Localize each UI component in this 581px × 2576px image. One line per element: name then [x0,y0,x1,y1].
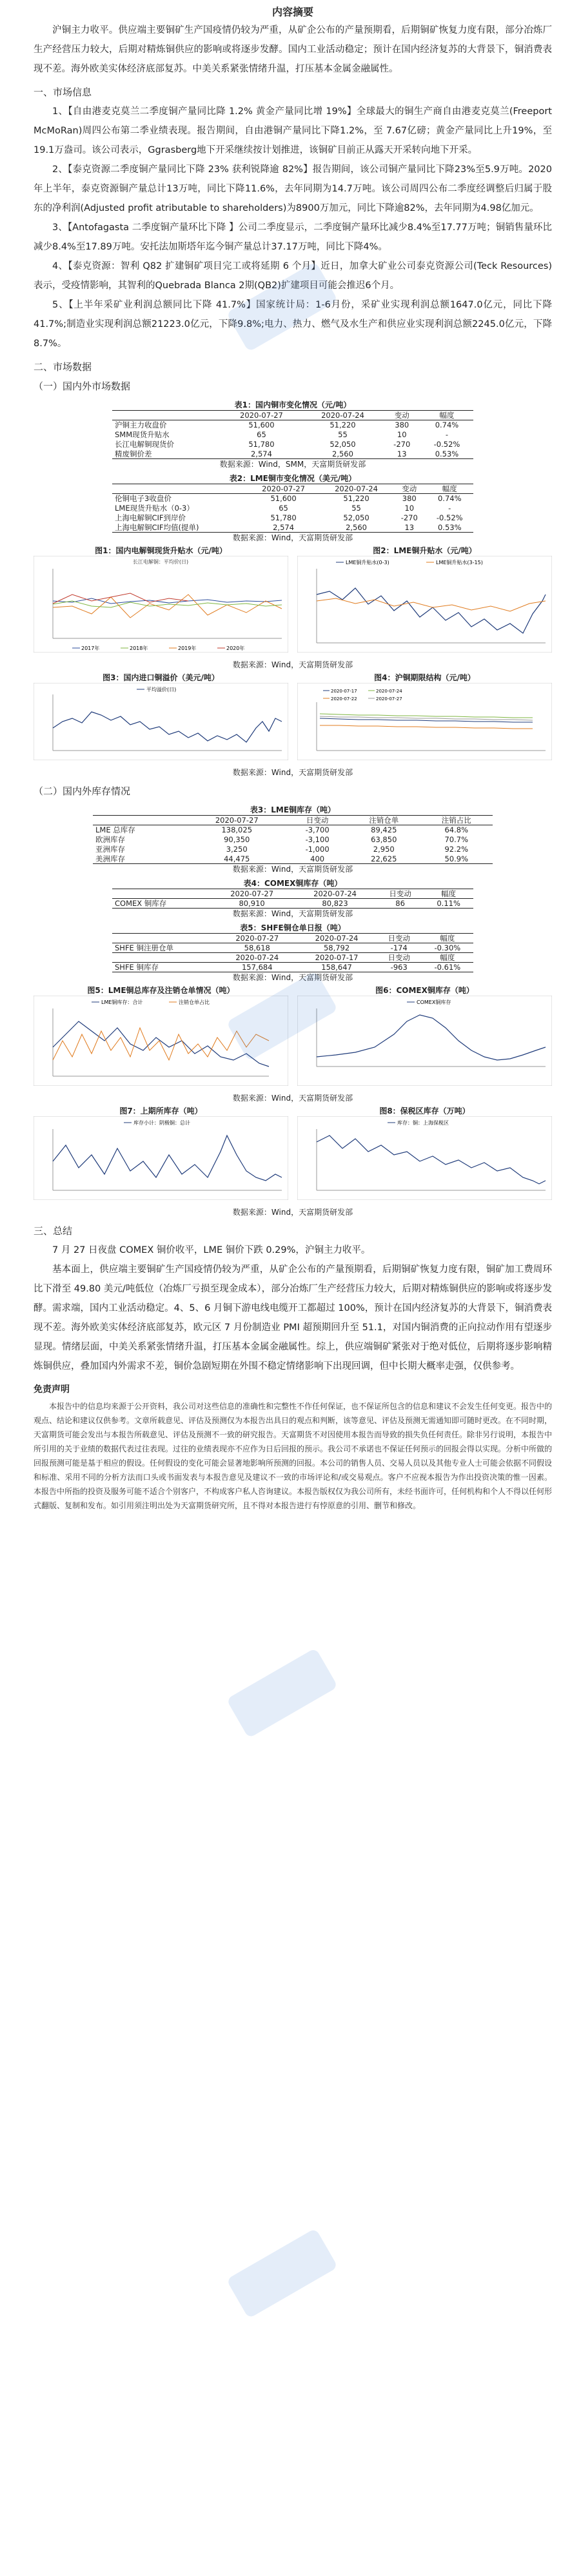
table-header-cell: 幅度 [424,889,473,899]
table-cell: 65 [279,504,288,513]
figure2 [297,546,552,660]
table-cell: SMM现货升贴水 [115,430,170,439]
table2-source: 数据来源：Wind，天富期货研发部 [232,533,353,542]
chart-row-1 [34,546,552,660]
legend-label: 2020年 [226,645,245,651]
news-body: 全球最大的铜生产商自由港麦克莫兰(Freeport McMoRan)周四公布第二季业绩表现。报告期间，自由港铜产量同比下降1.2%，至 7.67亿磅；黄金产量同比上升19%，至19.1万盎司。该公司表示，Ggrasberg地下开采继续按计划推进，该铜矿目前正从露天开采转向地下开采。 [34,106,552,155]
table-cell: LME现货升贴水（0-3） [115,504,194,513]
figure7-title: 图7：上期所库存（吨） [119,1106,202,1116]
subsection-inventory-heading: （二）国内外库存情况 [34,785,131,797]
table-cell: -1,000 [305,845,330,854]
chart-inner-label: 长江电解铜：平均价(日) [132,559,189,565]
table-row [93,845,493,854]
figure2-title: 图2：LME铜升贴水（元/吨） [373,546,477,555]
table-row [112,523,473,533]
table-cell: 10 [397,430,407,439]
figure6 [297,985,552,1093]
table-cell: 58,618 [244,943,270,952]
figure6-title: 图6：COMEX铜库存（吨） [375,986,474,995]
table1 [112,410,473,459]
table-header-row [112,953,473,963]
table-header-cell: 2020-07-24 [297,934,376,943]
table-cell: 138,025 [221,825,253,835]
news-item [34,257,552,295]
table-cell: 13 [384,449,420,459]
table-row [112,504,473,513]
table-cell: 63,850 [371,835,397,844]
section-market-data-heading: 二、市场数据 [34,361,92,373]
table-header-cell [112,411,221,420]
table-header-cell: 2020-07-27 [247,484,320,494]
table-cell: 90,350 [224,835,250,844]
table-cell: 0.53% [420,449,473,459]
news-body: 报告期间，该公司铜产量同比下降23%至5.9万吨。2020年上半年，泰克资源铜产量总计13万吨，同比下降11.6%，去年同期为14.7万吨。该公司周四公布二季度经调整后归属于股东的净利润(Adjusted profit atributable to shareholders)为8900万加元，同比下降逾82%，去年同期为4.98亿加元。 [34,164,552,213]
table-cell: 51,600 [270,494,297,504]
chart-frame [34,683,288,760]
table-cell: 158,647 [297,963,376,972]
table-cell: 55 [351,504,361,513]
conclusion-paragraph: 基本面上，供应端主要铜矿生产国疫情仍较为严重，从矿企公布的产量预期看，后期铜矿恢复力度有限，铜矿加工费周环比下滑至 49.80 美元/吨低位（冶炼厂亏损至现金成本），部分冶炼厂生产经营压力较大，后期对精炼铜供应的影响或将逐步发酵。需求端，国内工业活动稳定。4、5、6 月铜下游电线电缆开工都超过 100%，预计在国内经济复苏的大背景下，铜消费表现不差。海外欧美实体经济底部复苏，欧元区 7 月份制造业 PMI 超预期回升至 51.1，对国内铜消费的正向拉动作用有望逐步显现。情绪层面，中美关系紧张情绪升温，打压基本金属金融属性。综上，供应端铜矿紧张对于绝对低位，后期将逐步影响精炼铜供应，叠加国内外需求不差，铜价急剧短期在外围不稳定情绪影响下出现回调，但中长期大概率走强，仅供参考。 [34,1264,552,1372]
section-summary-heading: 三、总结 [34,1225,73,1237]
table-header-cell: 变动 [384,411,420,420]
chart-row-1-source: 数据来源：Wind，天富期货研发部 [232,660,353,669]
table-header-cell: 2020-07-24 [320,484,393,494]
legend-label: 平均溢价(日) [146,687,177,693]
table-cell: -0.52% [433,440,460,449]
figure7 [34,1106,288,1207]
figure8-chart [297,1116,552,1200]
table-cell: 51,220 [343,494,369,504]
table-cell: 380 [395,420,409,430]
table-row [112,440,473,449]
table-cell: -270 [400,513,418,522]
legend-label: 2020-07-24 [376,689,402,694]
section-market-info-heading: 一、市场信息 [34,86,92,98]
conclusion-paragraph: 7 月 27 日夜盘 COMEX 铜价收平，LME 铜价下跌 0.29%，沪铜主力收平。 [52,1245,371,1255]
table5 [112,933,473,972]
figure3-chart [34,683,288,760]
figure3 [34,673,288,767]
summary-title: 内容摘要 [271,6,313,18]
figure4-title: 图4：沪铜期限结构（元/吨） [374,673,475,682]
table-cell: -963 [377,963,422,972]
news-headline: 5、【上半年采矿业利润总额同比下降 41.7%】 [52,300,257,310]
table-cell: -270 [393,440,411,449]
table-cell: 伦铜电子3收盘价 [115,494,172,504]
table-cell: 2,950 [373,845,395,854]
news-headline: 2、【泰克资源二季度铜产量同比下降 23% 获利锐降逾 82%】 [52,164,313,175]
table-cell: -3,700 [305,825,330,835]
legend-label: LME铜升贴水(0-3) [346,560,389,565]
legend-label: 注销仓单占比 [179,999,210,1005]
chart-legend [124,1119,190,1126]
table-cell: 欧洲库存 [95,835,125,844]
table-cell: 3,250 [226,845,248,854]
legend-label: LME铜库存：合计 [101,999,143,1005]
figure8-title: 图8：保税区库存（万吨） [379,1106,470,1116]
summary-paragraph: 沪铜主力收平。供应端主要铜矿生产国疫情仍较为严重，从矿企公布的产量预期看，后期铜矿恢复力度有限，部分冶炼厂生产经营压力较大，后期对精炼铜供应的影响或将逐步发酵。国内工业活动稳定；预计在国内经济复苏的大背景下，铜消费表现不差。海外欧美实体经济底部复苏。中美关系紧张情绪升温，打压基本金属金融属性。 [34,25,552,74]
table-cell: 22,625 [348,854,420,864]
legend-label: 2017年 [81,645,100,651]
table-header-cell: 2020-07-27 [221,411,302,420]
table-cell: 58,792 [323,943,350,952]
table-cell: 沪铜主力收盘价 [115,420,167,430]
table-cell: 51,780 [270,513,297,522]
table-cell: 长江电解铜现货价 [115,440,174,449]
legend-label: LME铜升贴水(3-15) [436,560,483,565]
table-header-cell [112,953,217,963]
table-row [112,494,473,504]
disclaimer-title: 免责声明 [34,1384,70,1395]
table-cell: -174 [390,943,408,952]
table-header-cell [112,934,217,943]
chart-frame [297,556,552,653]
table-cell: -0.52% [436,513,463,522]
table-cell: 上海电解铜CIF到岸价 [115,513,186,522]
table-header-cell [112,484,247,494]
table-cell: 0.11% [424,899,473,909]
table3-title: 表3：LME铜库存（吨） [250,805,336,814]
table-header-cell: 变动 [393,484,426,494]
table-header-row [112,484,473,494]
table-cell: -3,100 [305,835,330,844]
table1-source: 数据来源：Wind，SMM，天富期货研发部 [219,460,366,469]
figure3-title: 图3：国内进口铜溢价（美元/吨） [103,673,219,682]
figure2-chart [297,556,552,653]
subsection-domestic-foreign-heading: （一）国内外市场数据 [34,380,131,392]
figure1-title: 图1：国内电解铜现货升贴水（元/吨） [95,546,227,555]
legend-label: 2020-07-22 [331,696,357,702]
table-cell: 52,050 [330,440,356,449]
figure7-chart [34,1116,288,1200]
table-header-cell: 2020-07-17 [297,953,376,963]
table-cell: 64.8% [444,825,469,835]
table-header-cell: 日变动 [377,953,422,963]
table-cell: 51,780 [248,440,275,449]
table-row [112,430,473,440]
table-row [112,513,473,523]
legend-label: 2020-07-27 [376,696,402,702]
table-header-cell: 2020-07-24 [293,889,377,899]
table-header-cell: 2020-07-24 [217,953,297,963]
table-header-cell: 2020-07-27 [210,889,293,899]
news-list [34,102,552,353]
table-cell: 65 [257,430,266,439]
table-cell: 380 [402,494,417,504]
table-cell: - [448,504,451,513]
table-header-row [112,934,473,943]
table-header-cell: 幅度 [426,484,474,494]
table2 [112,484,473,533]
table-row [112,420,473,430]
table-cell: -0.30% [434,943,461,952]
disclaimer-text: 本报告中的信息均来源于公开资料，我公司对这些信息的准确性和完整性不作任何保证，也不保证所包含的信息和建议不会发生任何变更。报告中的观点、结论和建议仅供参考。文章所载意见、评估及预测仅为本报告出具日的观点和判断，该等意见、评估及预测无需通知即可随时更改。在不同时期，天富期货可能会发出与本报告所载意见、评估及预测不一致的研究报告。天富期货不对因使用本报告而导致的损失负任何责任。除非另行说明，本报告中所引用的关于业绩的数据代表过往表现。过往的业绩表现亦不应作为日后回报的预示。我公司不承诺也不保证任何预示的回报会得以实现。分析中所做的回报预测可能是基于相应的假设。任何假设的变化可能会显著地影响所预测的回报。本公司的销售人员、交易人员以及其他专业人士可能会依据不同假设和标准、采用不同的分析方法而口头或书面发表与本报告意见及建议不一致的市场评论和/或交易观点。客户不应视本报告为作出投资决策的惟一因素。本报告中所指的投资及服务可能不适合个别客户，不构成客户私人咨询建议。本报告版权仅为我公司所有，未经书面许可，任何机构和个人不得以任何形式翻版、复制和发布。如引用须注明出处为天富期货研究所，且不得对本报告进行有悖原意的引用、删节和修改。 [34,1402,553,1510]
table-row [93,835,493,845]
table-cell: 10 [404,504,415,513]
table-row [112,943,473,953]
table-header-cell: 幅度 [422,934,473,943]
chart-frame [297,996,552,1086]
figure1-chart [34,556,288,653]
chart-row-4 [34,1106,552,1207]
table-cell: 50.9% [420,854,493,864]
table-cell: 52,050 [343,513,369,522]
table-header-cell: 2020-07-24 [302,411,383,420]
legend-label: 库存：铜：上海保税区 [397,1120,449,1126]
table-header-cell: 注销仓单 [348,816,420,825]
table5-source: 数据来源：Wind，天富期货研发部 [232,973,353,982]
figure5 [34,985,288,1093]
chart-row-2 [34,673,552,767]
news-headline: 3、【Antofagasta 二季度铜产量环比下降 】 [52,222,239,233]
table-cell: 80,910 [210,899,293,909]
table2-title: 表2：LME铜市变化情况（美元/吨） [229,474,357,483]
table-row [93,854,493,864]
table-cell: 400 [287,854,348,864]
chart-frame [34,1116,288,1200]
table-cell: 80,823 [293,899,377,909]
news-item [34,295,552,353]
news-body: 近日，加拿大矿业公司泰克资源公司(Teck Resources)表示，受疫情影响，其智利的Quebrada Blanca 2期(QB2)扩建项目可能会推迟6个月。 [34,261,553,291]
figure4 [297,673,552,767]
table-cell: 2,574 [221,449,302,459]
legend-label: 2020-07-17 [331,689,357,694]
table3 [93,815,493,864]
table-header-cell: 幅度 [420,411,473,420]
news-item [34,218,552,257]
table-cell: 2,560 [302,449,383,459]
legend-label: 2019年 [178,645,197,651]
table-cell: 上海电解铜CIF均值(提单) [112,523,247,533]
table-header-row [112,411,473,420]
table-cell: 55 [338,430,348,439]
chart-frame [297,683,552,760]
table-header-cell [93,816,186,825]
table-cell: - [445,430,449,439]
table-cell: 70.7% [444,835,469,844]
news-body: 国家统计局：1-6月份，采矿业实现利润总额1647.0亿元，同比下降41.7%;制造业实现利润总额21223.0亿元，下降9.8%;电力、热力、燃气及水生产和供应业实现利润总额2245.0亿元，下降8.7%。 [34,300,552,349]
table-header-cell: 日变动 [287,816,348,825]
figure6-chart [297,996,552,1086]
news-item [34,102,552,160]
table-cell: 89,425 [371,825,397,835]
chart-row-3 [34,985,552,1093]
table-header-cell: 幅度 [422,953,473,963]
chart-row-2-source: 数据来源：Wind，天富期货研发部 [232,768,353,777]
figure5-title: 图5：LME铜总库存及注销仓单情况（吨） [87,986,235,995]
legend-label: 2018年 [130,645,148,651]
table-cell: 51,600 [248,420,275,430]
table4-source: 数据来源：Wind，天富期货研发部 [232,909,353,918]
table-cell: SHFE 铜注册仓单 [115,943,173,952]
table-cell: -0.61% [422,963,473,972]
table-cell: 86 [377,899,424,909]
table-cell: 2,574 [247,523,320,533]
table-header-cell: 2020-07-27 [186,816,287,825]
table-cell: 157,684 [217,963,297,972]
chart-legend [388,1119,449,1126]
table-header-cell: 日变动 [377,889,424,899]
figure5-chart [34,996,288,1086]
table-row [112,963,473,972]
table-header-row [112,889,473,899]
table1-title: 表1：国内铜市变化情况（元/吨） [234,400,351,409]
table4-title: 表4：COMEX铜库存（吨） [243,879,342,888]
news-body: 公司二季度显示，二季度铜产量环比减少8.4%至17.77万吨；铜销售量环比减少8.4%至17.89万吨。安托法加斯塔年迄今铜产量总计37.17万吨，同比下降4%。 [34,222,552,252]
table-header-cell: 注销占比 [420,816,493,825]
table-header-cell: 2020-07-27 [217,934,297,943]
news-headline: 4、【泰克资源：智利 Q82 扩建铜矿项目完工或将延期 6 个月】 [52,261,321,271]
table-header-row [93,816,493,825]
figure8 [297,1106,552,1207]
chart-frame [297,1116,552,1200]
table-cell: 92.2% [444,845,469,854]
legend-label: COMEX铜库存 [417,999,451,1005]
table-cell: 0.53% [426,523,474,533]
table-cell: 0.74% [437,494,462,504]
table-cell: COMEX 铜库存 [112,899,210,909]
figure4-chart [297,683,552,760]
figure1 [34,546,288,660]
table3-source: 数据来源：Wind，天富期货研发部 [232,865,353,874]
table-cell: 精废铜价差 [112,449,221,459]
chart-row-4-source: 数据来源：Wind，天富期货研发部 [232,1208,353,1217]
table4 [112,889,473,909]
table-cell: 亚洲库存 [95,845,125,854]
table-cell: 51,220 [330,420,356,430]
chart-row-3-source: 数据来源：Wind，天富期货研发部 [232,1094,353,1103]
table-row [112,899,473,909]
news-headline: 1、【自由港麦克莫兰二季度铜产量同比降 1.2% 黄金产量同比增 19%】 [52,106,357,117]
table-row [112,449,473,459]
table-cell: 0.74% [435,420,459,430]
table5-title: 表5：SHFE铜仓单日报（吨） [240,923,346,932]
table-row [93,825,493,835]
table-header-cell [112,889,210,899]
table-header-cell: 日变动 [377,934,422,943]
table-cell: LME 总库存 [95,825,135,835]
table-cell: 13 [393,523,426,533]
table-cell: 2,560 [320,523,393,533]
legend-label: 库存小计：阴极铜：总计 [133,1120,190,1126]
news-item [34,160,552,218]
table-cell: SHFE 铜库存 [112,963,217,972]
table-cell: 美洲库存 [93,854,186,864]
table-cell: 44,475 [186,854,287,864]
